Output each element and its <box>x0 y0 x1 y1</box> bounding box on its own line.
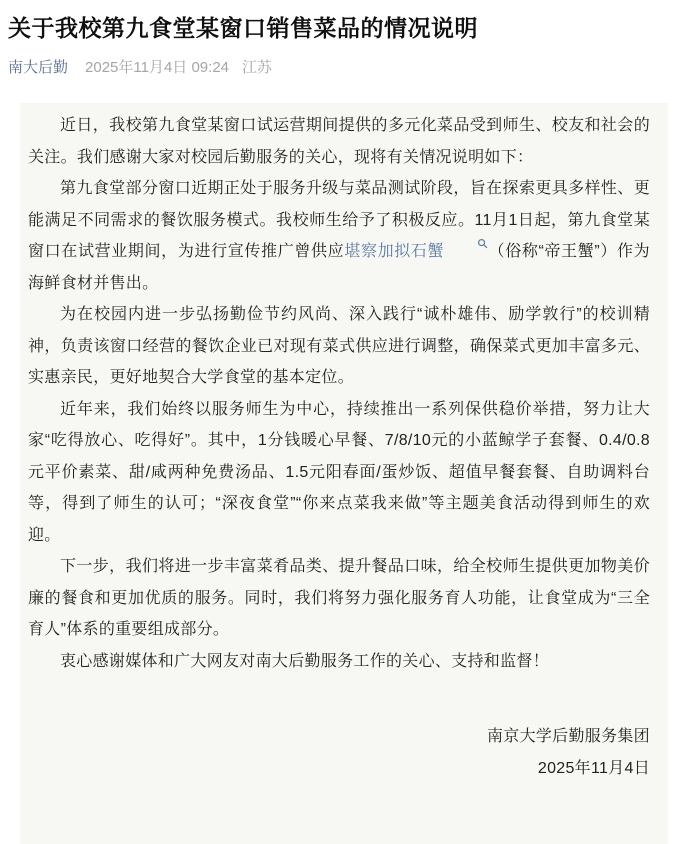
paragraph-window-status-tail: （俗称“帝王蟹”）作为海鲜食材并售出。 <box>28 243 650 292</box>
signature-organization: 南京大学后勤服务集团 <box>486 728 650 745</box>
paragraph-window-status-text: 第九食堂部分窗口近期正处于服务升级与菜品测试阶段，旨在探索更具多样性、更能满足不同需求的餐饮服务模式。我校师生给予了积极反应。11月1日起，第九食堂某窗口在试营业期间，为进行宣传推广曾供应 <box>28 180 650 260</box>
signature-date: 2025年11月4日 <box>537 759 650 777</box>
account-name-link[interactable]: 南大后勤 <box>8 59 69 76</box>
paragraph-adjustment: 为在校园内进一步弘扬勤俭节约风尚、深入践行“诚朴雄伟、励学敦行”的校训精神，负责该窗口经营的餐饮企业已对现有菜式供应进行调整，确保菜式更加丰富多元、实惠亲民，更好地契合大学食堂的基本定位。 <box>28 306 650 386</box>
paragraph-measures: 近年来，我们始终以服务师生为中心，持续推出一系列保供稳价举措，努力让大家“吃得放心、吃得好”。其中，1分钱暖心早餐、7/8/10元的小蓝鲸学子套餐、0.4/0.8元平价素菜、甜/咸两种免费汤品、1.5元阳春面/蛋炒饭、超值早餐套餐、自助调料台等，得到了师生的认可；“深夜食堂”“你来点菜我来做”等主题美食活动得到师生的欢迎。 <box>28 400 650 544</box>
byline <box>8 58 684 78</box>
article-header <box>0 0 694 78</box>
search-icon <box>445 238 488 249</box>
paragraph-intro: 近日，我校第九食堂某窗口试运营期间提供的多元化菜品受到师生、校友和社会的关注。我们感谢大家对校园后勤服务的关心，现将有关情况说明如下： <box>28 117 650 166</box>
publish-datetime: 2025年11月4日 09:24 <box>85 59 230 76</box>
paragraph-next-steps: 下一步，我们将进一步丰富菜肴品类、提升餐品口味，给全校师生提供更加物美价廉的餐食和更加优质的服务。同时，我们将努力强化服务育人功能，让食堂成为“三全育人”体系的重要组成部分。 <box>28 558 650 638</box>
signature-block <box>28 721 650 784</box>
statement-content-box <box>20 103 668 844</box>
page-title: 关于我校第九食堂某窗口销售菜品的情况说明 <box>8 15 478 41</box>
paragraph-thanks: 衷心感谢媒体和广大网友对南大后勤服务工作的关心、支持和监督！ <box>60 652 550 670</box>
crab-entity-link-text: 堪察加拟石蟹 <box>344 243 445 260</box>
paragraph-window-status <box>28 173 650 299</box>
crab-entity-link[interactable] <box>344 243 488 260</box>
publish-location: 江苏 <box>242 59 273 76</box>
